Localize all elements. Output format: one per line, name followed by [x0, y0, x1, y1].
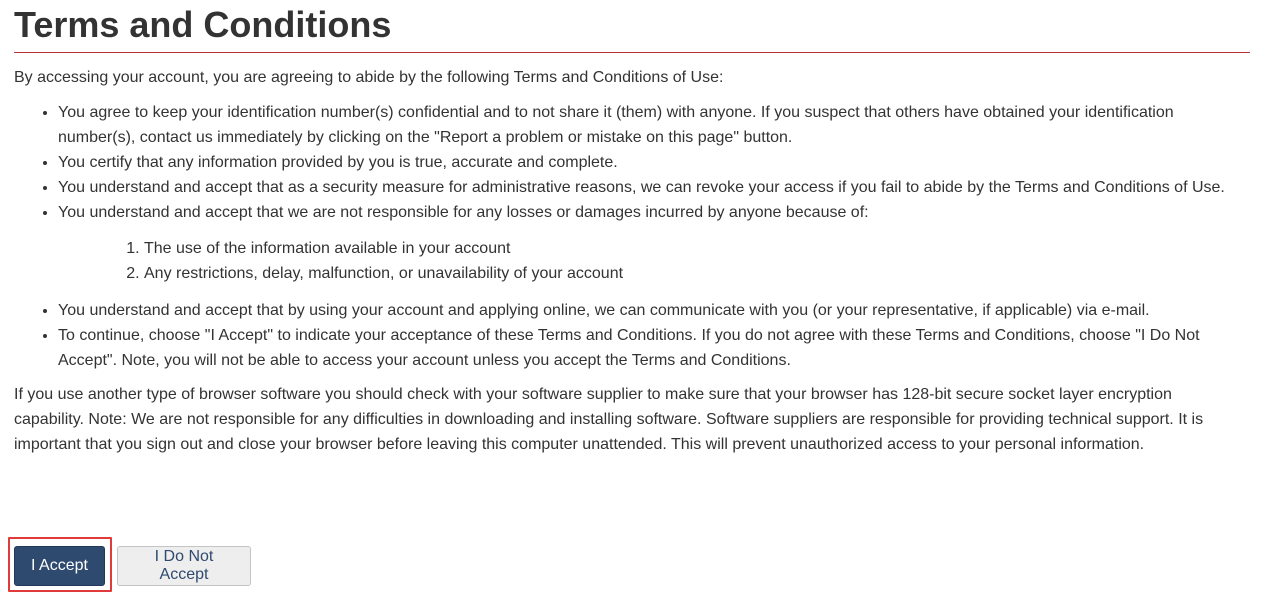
closing-text: If you use another type of browser software you should check with your software supplier to make sure that your browser has 128-bit secure socket layer encryption capability. Note: We are not responsible for any difficulties in downloading and installing software. Software suppliers are responsible for providing technical support. It is important that you sign out and close your browser before leaving this computer unattended. This will prevent unauthorized access to your personal information.: [14, 386, 1204, 453]
list-item: • You understand and accept that as a security measure for administrative reasons, we can revoke your access if you fail to abide by the Terms and Conditions of Use.: [58, 175, 1250, 200]
list-item: • You agree to keep your identification number(s) confidential and to not share it (them) with anyone. If you suspect that others have obtained your identification number(s), contact us immediately by clicking on the "Report a problem or mistake on this page" button.: [58, 100, 1250, 150]
accept-button[interactable]: I Accept: [14, 546, 105, 586]
title-divider: [14, 52, 1250, 53]
intro-text: By accessing your account, you are agreeing to abide by the following Terms and Conditions of Use:: [14, 69, 724, 86]
action-buttons: [14, 546, 251, 586]
list-item: • You understand and accept that by using your account and applying online, we can communicate with you (or your representative, if applicable) via e-mail.: [58, 298, 1250, 323]
causes-list: [58, 236, 1250, 286]
page-title: Terms and Conditions: [14, 4, 392, 45]
terms-list: [14, 100, 1250, 373]
liability-text: You understand and accept that we are not responsible for any losses or damages incurred by anyone because of:: [58, 204, 869, 221]
list-item: • You certify that any information provided by you is true, accurate and complete.: [58, 150, 1250, 175]
list-item: 1. The use of the information available in your account: [144, 236, 1250, 261]
terms-page: [14, 0, 1250, 457]
list-item: 2. Any restrictions, delay, malfunction, or unavailability of your account: [144, 261, 1250, 286]
list-item: • To continue, choose "I Accept" to indicate your acceptance of these Terms and Conditions. If you do not agree with these Terms and Conditions, choose "I Do Not Accept". Note, you will not be able to access your account unless you accept the Terms and Conditions.: [58, 323, 1250, 373]
list-item-liability: [58, 200, 1250, 286]
decline-button[interactable]: I Do Not Accept: [117, 546, 251, 586]
